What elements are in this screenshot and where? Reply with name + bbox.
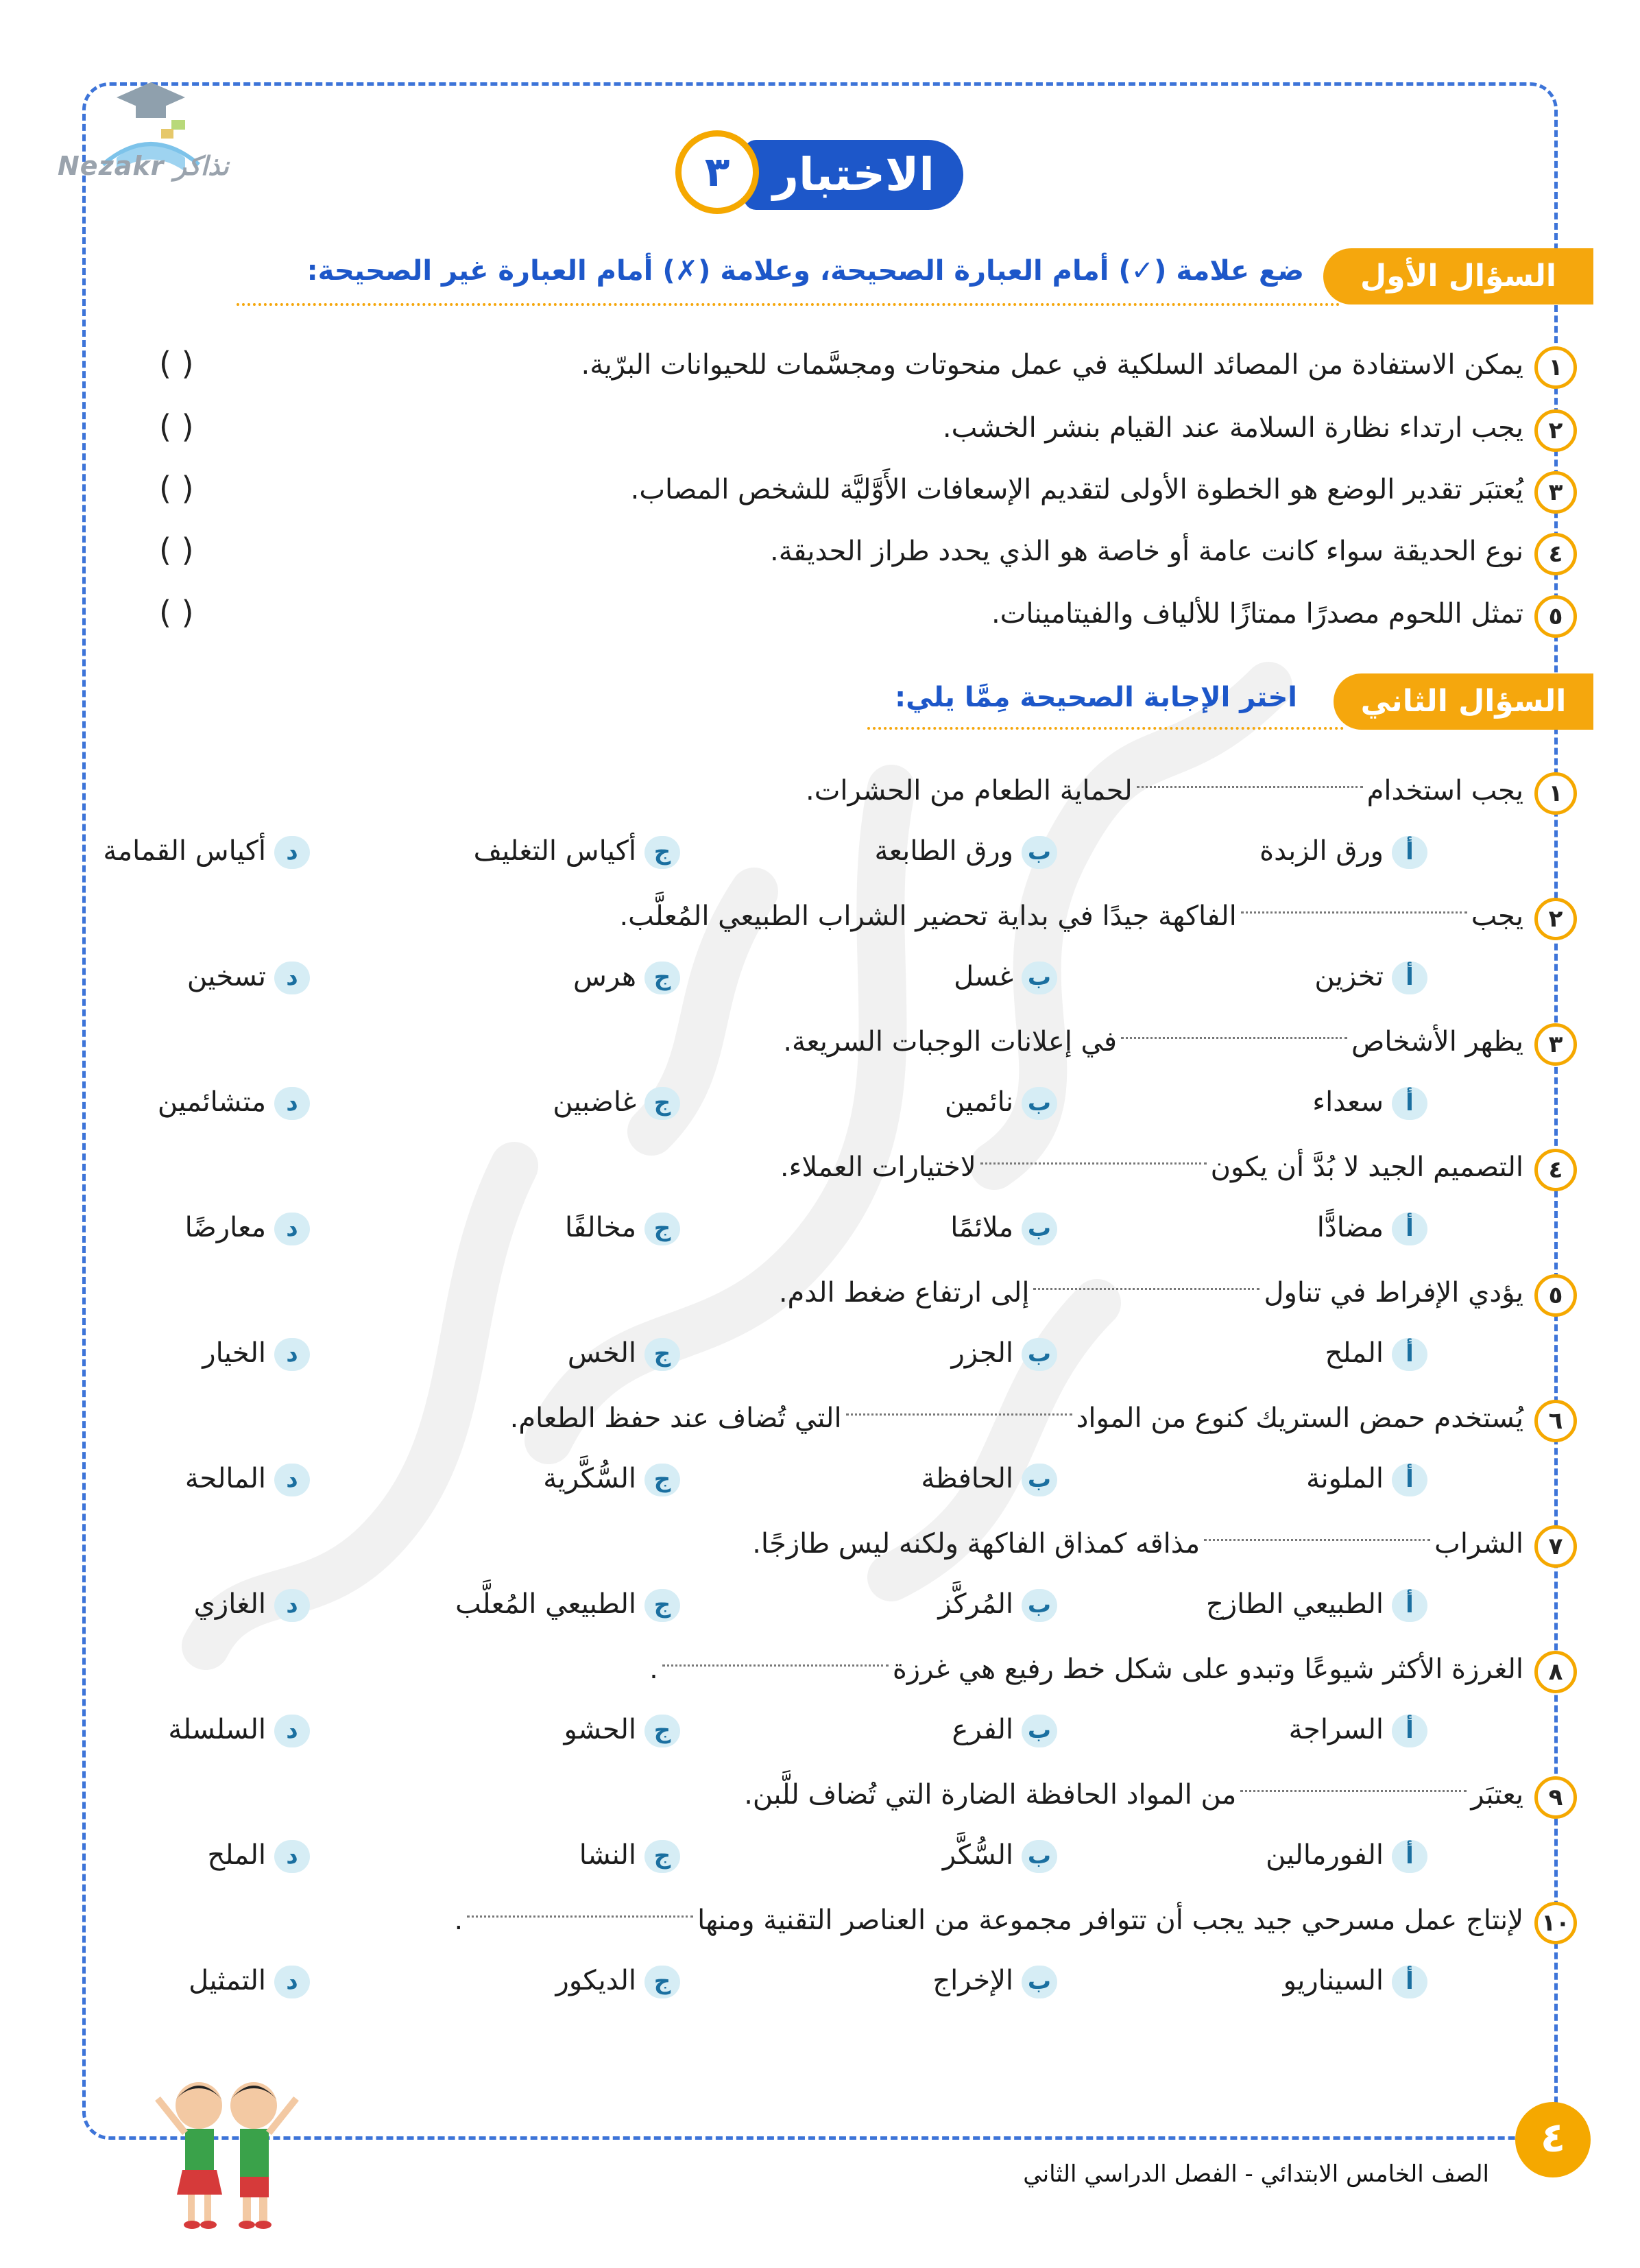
option-text: الخيار bbox=[202, 1337, 266, 1369]
mcq-question bbox=[779, 1277, 1523, 1309]
mcq-option[interactable] bbox=[158, 1086, 310, 1120]
mcq-option[interactable] bbox=[1266, 1839, 1427, 1873]
option-text: الجزر bbox=[951, 1337, 1013, 1369]
mcq-option[interactable] bbox=[556, 1965, 681, 1998]
mcq-option[interactable] bbox=[1312, 1086, 1427, 1120]
answer-parentheses[interactable]: ( ) bbox=[159, 594, 194, 631]
option-text: الغازي bbox=[193, 1588, 266, 1620]
mcq-question bbox=[619, 900, 1523, 932]
option-letter: أ bbox=[1392, 1840, 1427, 1873]
option-text: الخس bbox=[567, 1337, 636, 1369]
statement-number: ٢ bbox=[1534, 409, 1577, 452]
statement-text: نوع الحديقة سواء كانت عامة أو خاصة هو الذي يحدد طراز الحديقة. bbox=[770, 536, 1523, 567]
section1-badge: السؤال الأول bbox=[1323, 248, 1593, 305]
statement-number: ٤ bbox=[1534, 533, 1577, 575]
mcq-option[interactable] bbox=[189, 1965, 310, 1998]
option-letter: ج bbox=[644, 1589, 680, 1622]
option-letter: أ bbox=[1392, 1087, 1427, 1120]
answer-blank[interactable] bbox=[467, 1915, 693, 1918]
option-text: تخزين bbox=[1314, 961, 1384, 992]
mcq-option[interactable] bbox=[474, 835, 680, 869]
option-letter: د bbox=[274, 1966, 310, 1998]
option-text: سعداء bbox=[1312, 1086, 1384, 1118]
mcq-question bbox=[783, 1026, 1523, 1058]
answer-blank[interactable] bbox=[1121, 1037, 1347, 1039]
question-text-before: الغرزة الأكثر شيوعًا وتبدو على شكل خط رفيع هي غرزة bbox=[892, 1654, 1523, 1685]
question-text-before: لإنتاج عمل مسرحي جيد يجب أن تتوافر مجموعة من العناصر التقنية ومنها bbox=[697, 1905, 1523, 1936]
title-number: ٣ bbox=[675, 130, 759, 214]
question-text-after: الفاكهة جيدًا في بداية تحضير الشراب الطبيعي المُعلَّب. bbox=[619, 900, 1237, 932]
option-text: النشا bbox=[579, 1839, 636, 1871]
exam-title bbox=[675, 130, 963, 219]
option-text: السُّكَّرية bbox=[543, 1463, 636, 1494]
kids-illustration bbox=[137, 2057, 315, 2236]
mcq-option[interactable] bbox=[103, 835, 310, 869]
option-text: مخالفًا bbox=[564, 1212, 636, 1243]
option-text: هرس bbox=[573, 961, 636, 992]
option-text: نائمين bbox=[944, 1086, 1013, 1118]
mcq-option[interactable] bbox=[202, 1337, 310, 1371]
statement-number: ٣ bbox=[1534, 471, 1577, 514]
answer-blank[interactable] bbox=[1240, 1790, 1467, 1792]
mcq-option[interactable] bbox=[1283, 1965, 1427, 1998]
section2-underline bbox=[867, 727, 1344, 730]
question-text-after: مذاقه كمذاق الفاكهة ولكنه ليس طازجًا. bbox=[752, 1528, 1201, 1560]
answer-blank[interactable] bbox=[1033, 1288, 1259, 1290]
mcq-question bbox=[780, 1151, 1523, 1183]
mcq-option[interactable] bbox=[1325, 1337, 1428, 1371]
option-text: التمثيل bbox=[189, 1965, 266, 1996]
option-text: الفرع bbox=[952, 1714, 1013, 1745]
answer-parentheses[interactable]: ( ) bbox=[159, 470, 194, 507]
option-letter: أ bbox=[1392, 1464, 1427, 1496]
option-text: ورق الطابعة bbox=[874, 835, 1013, 867]
mcq-option[interactable] bbox=[1206, 1588, 1427, 1622]
page-number: ٤ bbox=[1515, 2102, 1591, 2177]
question-text-after: من المواد الحافظة الضارة التي تُضاف للَّبن. bbox=[744, 1779, 1237, 1811]
mcq-question bbox=[454, 1905, 1523, 1936]
option-letter: ب bbox=[1022, 836, 1057, 869]
option-text: مضادًّا bbox=[1316, 1212, 1384, 1243]
option-letter: أ bbox=[1392, 1213, 1427, 1245]
mcq-number: ٩ bbox=[1534, 1776, 1577, 1819]
option-letter: د bbox=[274, 1589, 310, 1622]
mcq-number: ١٠ bbox=[1534, 1902, 1577, 1944]
option-text: تسخين bbox=[186, 961, 266, 992]
option-text: الملح bbox=[1325, 1337, 1384, 1369]
mcq-option[interactable] bbox=[194, 1588, 310, 1622]
option-text: الحافظة bbox=[921, 1463, 1013, 1494]
answer-blank[interactable] bbox=[980, 1162, 1207, 1165]
option-text: معارضًا bbox=[184, 1212, 266, 1243]
answer-blank[interactable] bbox=[1137, 786, 1363, 788]
mcq-option[interactable] bbox=[168, 1714, 310, 1747]
question-text-after: . bbox=[454, 1905, 463, 1936]
answer-blank[interactable] bbox=[846, 1413, 1072, 1416]
statement-text: يجب ارتداء نظارة السلامة عند القيام بنشر الخشب. bbox=[942, 412, 1523, 444]
answer-parentheses[interactable]: ( ) bbox=[159, 345, 194, 382]
option-text: السيناريو bbox=[1283, 1965, 1384, 1996]
mcq-number: ٥ bbox=[1534, 1274, 1577, 1317]
option-text: غسل bbox=[954, 961, 1013, 992]
question-text-before: الشراب bbox=[1434, 1528, 1523, 1560]
question-text-after: في إعلانات الوجبات السريعة. bbox=[783, 1026, 1118, 1058]
option-letter: ب bbox=[1022, 1213, 1057, 1245]
option-letter: د bbox=[274, 1715, 310, 1747]
option-text: متشائمين bbox=[157, 1086, 266, 1118]
mcq-option[interactable] bbox=[568, 1337, 680, 1371]
option-letter: أ bbox=[1392, 1966, 1427, 1998]
mcq-option[interactable] bbox=[1306, 1463, 1427, 1496]
option-text: الفورمالين bbox=[1266, 1839, 1384, 1871]
option-text: الحشو bbox=[564, 1714, 636, 1745]
option-text: الملح bbox=[207, 1839, 266, 1871]
option-letter: ج bbox=[644, 1966, 680, 1998]
mcq-option[interactable] bbox=[932, 1965, 1057, 1998]
section2-badge: السؤال الثاني bbox=[1334, 673, 1593, 730]
mcq-option[interactable] bbox=[954, 961, 1057, 994]
mcq-option[interactable] bbox=[1314, 961, 1427, 994]
question-text-after: لاختيارات العملاء. bbox=[780, 1151, 976, 1183]
answer-parentheses[interactable]: ( ) bbox=[159, 408, 194, 445]
option-text: المالحة bbox=[184, 1463, 266, 1494]
option-text: المُركَّز bbox=[938, 1588, 1013, 1620]
mcq-number: ٦ bbox=[1534, 1400, 1577, 1442]
mcq-question bbox=[806, 775, 1523, 807]
question-text-after: التي تُضاف عند حفظ الطعام. bbox=[509, 1402, 842, 1434]
question-text-before: يؤدي الإفراط في تناول bbox=[1264, 1277, 1523, 1309]
option-letter: أ bbox=[1392, 1589, 1427, 1622]
option-letter: د bbox=[274, 1840, 310, 1873]
option-text: الديكور bbox=[555, 1965, 636, 1996]
statement-text: تمثل اللحوم مصدرًا ممتازًا للألياف والفيتامينات. bbox=[991, 598, 1523, 630]
option-text: أكياس التغليف bbox=[473, 835, 636, 867]
logo-text: Nezakr نذاكر bbox=[58, 151, 229, 181]
statement-text: يمكن الاستفادة من المصائد السلكية في عمل منحوتات ومجسَّمات للحيوانات البرّية. bbox=[581, 349, 1523, 381]
option-letter: أ bbox=[1392, 836, 1427, 869]
option-letter: ج bbox=[644, 1338, 680, 1371]
option-text: الإخراج bbox=[932, 1965, 1013, 1996]
option-letter: ب bbox=[1022, 1589, 1057, 1622]
mcq-question bbox=[744, 1779, 1523, 1811]
option-letter: د bbox=[274, 1338, 310, 1371]
mcq-option[interactable] bbox=[185, 1212, 310, 1245]
option-letter: ب bbox=[1022, 1840, 1057, 1873]
mcq-option[interactable] bbox=[185, 1463, 310, 1496]
mcq-option[interactable] bbox=[1289, 1714, 1427, 1747]
mcq-question bbox=[752, 1528, 1523, 1560]
question-text-after: . bbox=[649, 1654, 658, 1685]
mcq-option[interactable] bbox=[187, 961, 310, 994]
question-text-before: يُستخدم حمض الستريك كنوع من المواد bbox=[1076, 1402, 1523, 1434]
mcq-option[interactable] bbox=[874, 835, 1057, 869]
section1-underline bbox=[237, 303, 1340, 306]
option-text: أكياس القمامة bbox=[103, 835, 266, 867]
option-letter: ب bbox=[1022, 962, 1057, 994]
option-letter: د bbox=[274, 1464, 310, 1496]
question-text-after: لحماية الطعام من الحشرات. bbox=[806, 775, 1133, 807]
option-letter: ب bbox=[1022, 1338, 1057, 1371]
mcq-option[interactable] bbox=[565, 1212, 680, 1245]
mcq-option[interactable] bbox=[951, 1337, 1057, 1371]
mcq-option[interactable] bbox=[950, 1212, 1057, 1245]
mcq-option[interactable] bbox=[943, 1839, 1057, 1873]
mcq-option[interactable] bbox=[208, 1839, 311, 1873]
mcq-option[interactable] bbox=[945, 1086, 1057, 1120]
option-letter: ب bbox=[1022, 1966, 1057, 1998]
question-text-before: يعتبَر bbox=[1471, 1779, 1523, 1811]
mcq-option[interactable] bbox=[579, 1839, 680, 1873]
mcq-option[interactable] bbox=[543, 1463, 680, 1496]
option-letter: ج bbox=[644, 1087, 680, 1120]
footer-text: الصف الخامس الابتدائي - الفصل الدراسي الثاني bbox=[1023, 2160, 1489, 2188]
mcq-question bbox=[649, 1654, 1523, 1685]
answer-blank[interactable] bbox=[1204, 1539, 1430, 1541]
option-letter: ج bbox=[644, 1464, 680, 1496]
option-letter: ج bbox=[644, 836, 680, 869]
mcq-number: ١ bbox=[1534, 772, 1577, 815]
mcq-number: ٢ bbox=[1534, 898, 1577, 940]
mcq-option[interactable] bbox=[1317, 1212, 1427, 1245]
mcq-question bbox=[510, 1402, 1523, 1434]
option-text: السلسلة bbox=[168, 1714, 266, 1745]
option-letter: ب bbox=[1022, 1087, 1057, 1120]
option-letter: ب bbox=[1022, 1715, 1057, 1747]
mcq-option[interactable] bbox=[1259, 835, 1427, 869]
question-text-after: إلى ارتفاع ضغط الدم. bbox=[778, 1277, 1030, 1309]
option-letter: ج bbox=[644, 1715, 680, 1747]
option-letter: د bbox=[274, 1213, 310, 1245]
option-text: الطبيعي المُعلَّب bbox=[455, 1588, 636, 1620]
option-text: ملائمًا bbox=[950, 1212, 1013, 1243]
option-letter: ج bbox=[644, 962, 680, 994]
option-letter: د bbox=[274, 962, 310, 994]
section2-instruction: اختر الإجابة الصحيحة مِمَّا يلي: bbox=[895, 682, 1297, 713]
mcq-option[interactable] bbox=[455, 1588, 680, 1622]
mcq-option[interactable] bbox=[952, 1714, 1057, 1747]
option-text: السراجة bbox=[1288, 1714, 1384, 1745]
question-text-before: التصميم الجيد لا بُدَّ أن يكون bbox=[1210, 1151, 1523, 1183]
statement-text: يُعتبَر تقدير الوضع هو الخطوة الأولى لتقديم الإسعافات الأَوَّليَّة للشخص المصاب. bbox=[630, 474, 1523, 505]
answer-blank[interactable] bbox=[1241, 911, 1467, 914]
section1-instruction: ضع علامة (✓) أمام العبارة الصحيحة، وعلامة (✗) أمام العبارة غير الصحيحة: bbox=[306, 255, 1304, 287]
title-label: الاختبار bbox=[744, 140, 963, 210]
question-text-before: يظهر الأشخاص bbox=[1351, 1026, 1523, 1058]
mcq-option[interactable] bbox=[938, 1588, 1057, 1622]
question-text-before: يجب استخدام bbox=[1366, 775, 1523, 807]
question-text-before: يجب bbox=[1471, 900, 1523, 932]
option-text: غاضبين bbox=[553, 1086, 636, 1118]
mcq-number: ٣ bbox=[1534, 1023, 1577, 1066]
answer-blank[interactable] bbox=[662, 1664, 889, 1667]
option-text: ورق الزبدة bbox=[1259, 835, 1384, 867]
option-letter: ج bbox=[644, 1840, 680, 1873]
mcq-number: ٨ bbox=[1534, 1651, 1577, 1693]
answer-parentheses[interactable]: ( ) bbox=[159, 532, 194, 569]
option-text: السُّكَّر bbox=[942, 1839, 1013, 1871]
option-text: الطبيعي الطازج bbox=[1205, 1588, 1384, 1620]
mcq-number: ٧ bbox=[1534, 1525, 1577, 1568]
mcq-option[interactable] bbox=[573, 961, 680, 994]
statement-number: ١ bbox=[1534, 346, 1577, 389]
option-letter: أ bbox=[1392, 1715, 1427, 1747]
option-text: الملونة bbox=[1306, 1463, 1384, 1494]
option-letter: ج bbox=[644, 1213, 680, 1245]
option-letter: أ bbox=[1392, 962, 1427, 994]
statement-number: ٥ bbox=[1534, 595, 1577, 638]
option-letter: أ bbox=[1392, 1338, 1427, 1371]
option-letter: د bbox=[274, 1087, 310, 1120]
mcq-option[interactable] bbox=[921, 1463, 1057, 1496]
option-letter: د bbox=[274, 836, 310, 869]
mcq-option[interactable] bbox=[553, 1086, 680, 1120]
option-letter: ب bbox=[1022, 1464, 1057, 1496]
mcq-number: ٤ bbox=[1534, 1149, 1577, 1191]
mcq-option[interactable] bbox=[564, 1714, 680, 1747]
